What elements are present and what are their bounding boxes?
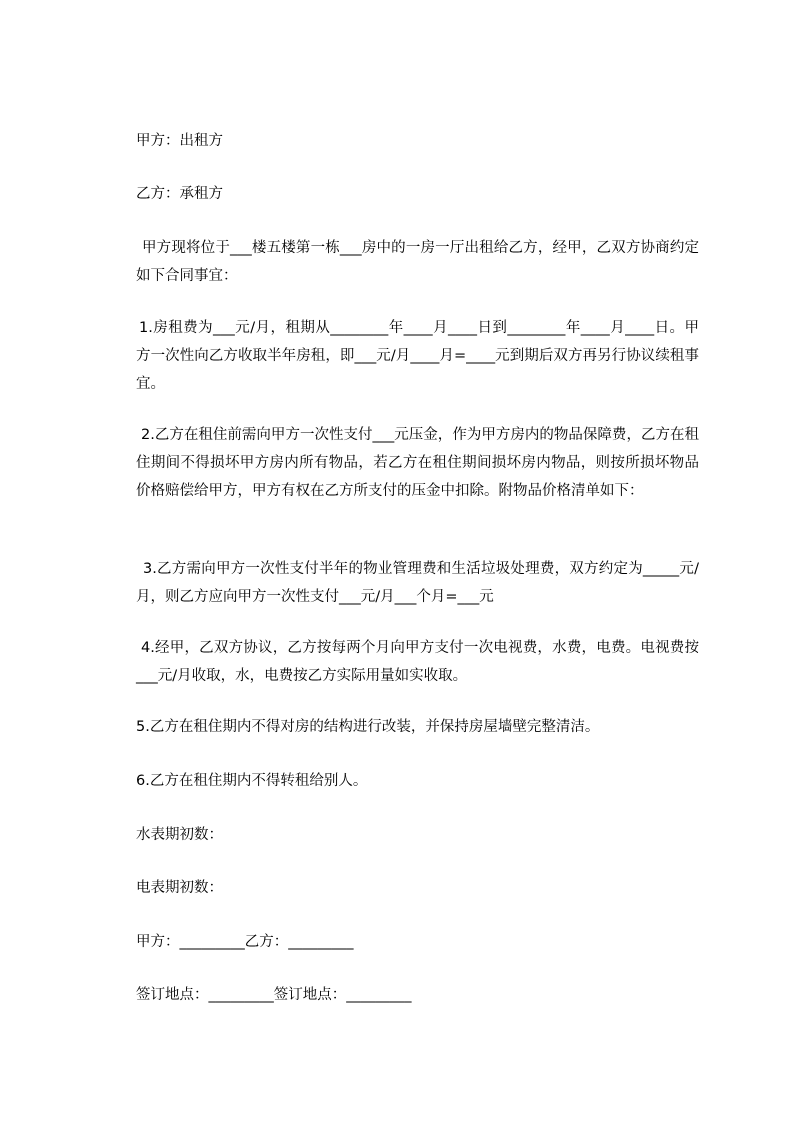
water-meter-line: 水表期初数： <box>136 827 223 843</box>
party-b-line: 乙方：承租方 <box>136 186 223 202</box>
signature-line: 甲方：_________乙方：_________ <box>136 934 354 950</box>
clause-1: 1.房租费为___元/月，租期从________年____月____日到________年____月____日。甲方一次性向乙方收取半年房租，即___元/月____月=____元到期后双方再另行协议续租事宜。 <box>136 320 699 392</box>
party-a-line: 甲方：出租方 <box>136 133 223 149</box>
clause-4: 4.经甲，乙双方协议，乙方按每两个月向甲方支付一次电视费，水费，电费。电视费按___元/月收取，水，电费按乙方实际用量如实收取。 <box>136 640 699 684</box>
clause-5: 5.乙方在租住期内不得对房的结构进行改装，并保持房屋墙壁完整清洁。 <box>136 719 600 735</box>
intro-paragraph: 甲方现将位于___楼五楼第一栋___房中的一房一厅出租给乙方，经甲，乙双方协商约定如下合同事宜： <box>136 240 699 284</box>
electric-meter-line: 电表期初数： <box>136 880 223 896</box>
clause-2: 2.乙方在租住前需向甲方一次性支付___元压金，作为甲方房内的物品保障费，乙方在租住期间不得损坏甲方房内所有物品，若乙方在租住期间损坏房内物品，则按所损坏物品价格赔偿给甲方，甲方有权在乙方所支付的压金中扣除。附物品价格清单如下： <box>136 427 699 499</box>
sign-place-line: 签订地点：_________签订地点：_________ <box>136 987 412 1003</box>
clause-3: 3.乙方需向甲方一次性支付半年的物业管理费和生活垃圾处理费，双方约定为_____元/月，则乙方应向甲方一次性支付___元/月___个月=___元 <box>136 561 699 605</box>
clause-6: 6.乙方在租住期内不得转租给别人。 <box>136 773 368 789</box>
